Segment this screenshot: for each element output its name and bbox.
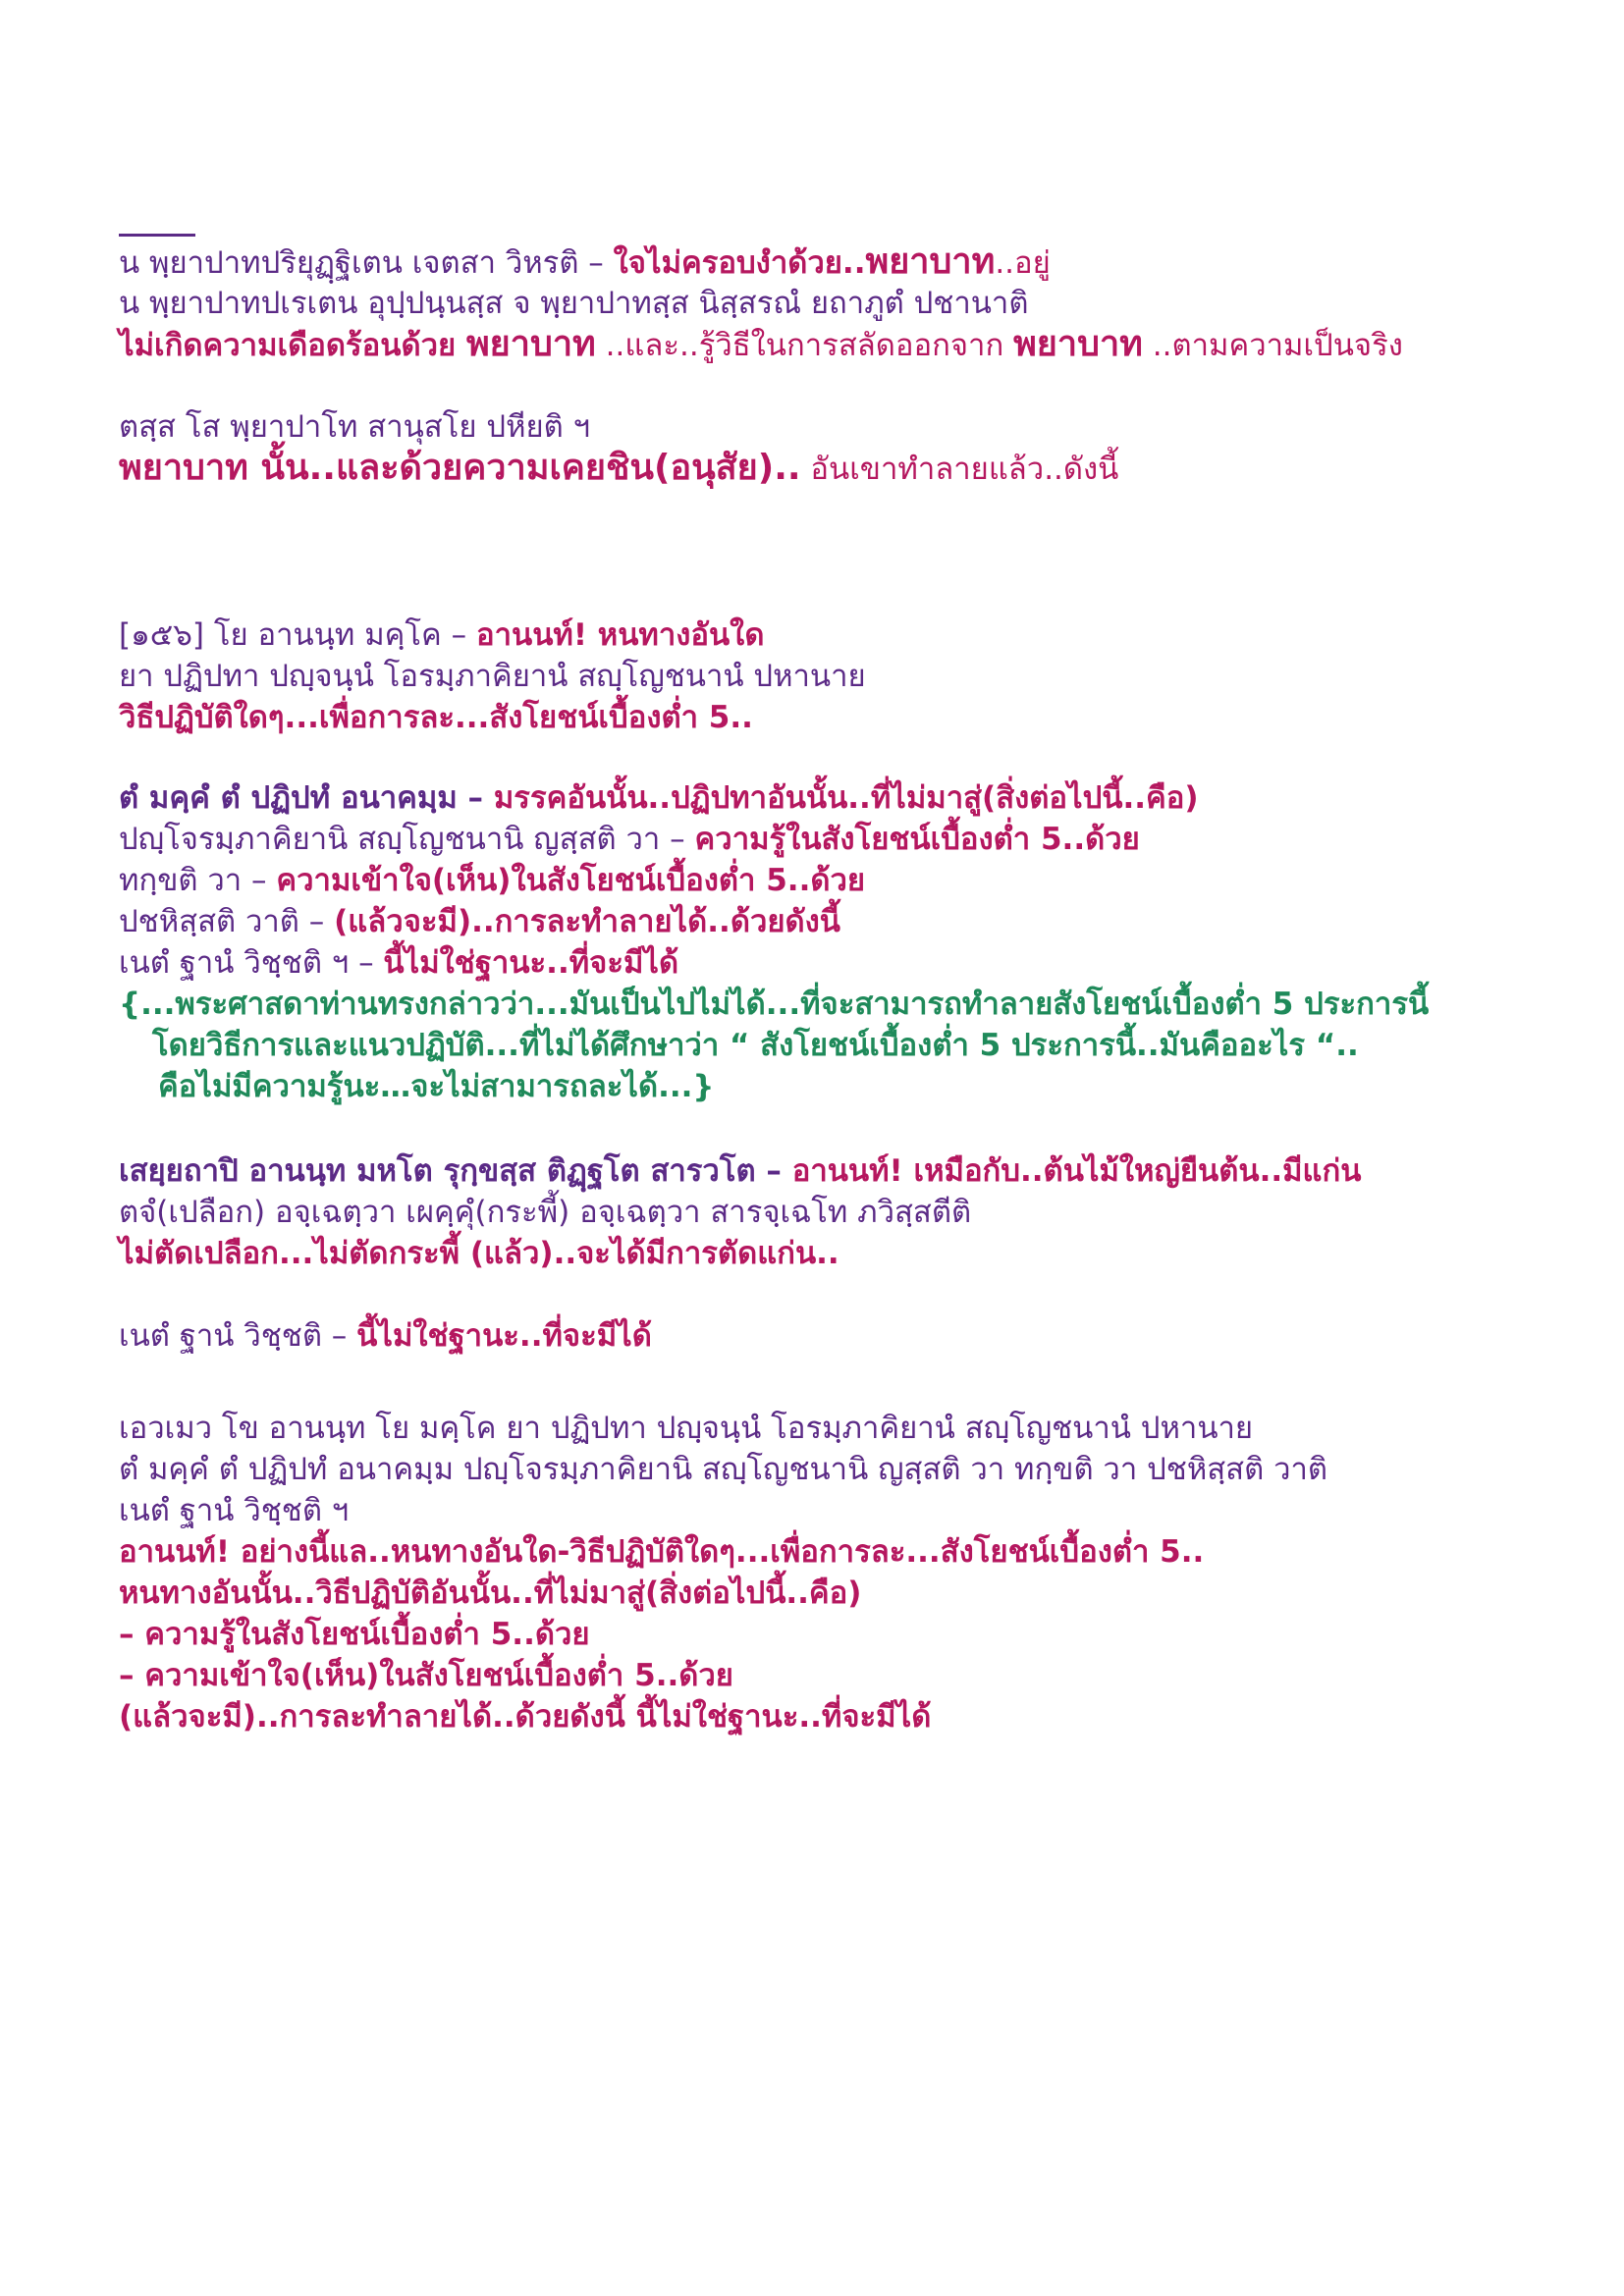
section-tree-simile bbox=[119, 1150, 1523, 1274]
pali-text: [๑๕๖] โย อานนฺท มคฺโค – bbox=[119, 617, 476, 653]
thai-translation: ความเข้าใจ(เห็น)ในสังโยชน์เบื้องต่ำ 5..ด้วย bbox=[276, 863, 866, 898]
pali-text: น พฺยาปาทปริยุฏฺฐิเตน เจตสา วิหรติ – bbox=[119, 245, 614, 281]
pali-text: เนตํ ฐานํ วิชฺชติ ฯ bbox=[119, 1493, 350, 1528]
thai-emphasis: พยาบาท bbox=[465, 324, 596, 364]
section-156-path bbox=[119, 614, 1523, 738]
text-line bbox=[119, 819, 1523, 860]
commentary-note: คือไม่มีความรู้นะ…จะไม่สามารถละได้...} bbox=[158, 1069, 715, 1104]
thai-translation: ไม่ตัดเปลือก...ไม่ตัดกระพี้ (แล้ว)..จะได้มีการตัดแก่น.. bbox=[119, 1236, 839, 1271]
text-line bbox=[119, 448, 1523, 489]
section-anusaya bbox=[119, 406, 1523, 489]
pali-text: เสยฺยถาปิ อานนฺท มหโต รุกฺขสฺส ติฏฺฐโต สารวโต – bbox=[119, 1153, 792, 1189]
text-line bbox=[119, 324, 1523, 365]
section-byapada-freedom bbox=[119, 241, 1523, 365]
pali-text: ปชหิสฺสติ วาติ – bbox=[119, 904, 335, 939]
thai-translation: ..และ..รู้วิธีในการสลัดออกจาก bbox=[595, 328, 1014, 363]
thai-translation: อันเขาทำลายแล้ว..ดังนี้ bbox=[800, 452, 1119, 487]
thai-translation: (แล้วจะมี)..การละทำลายได้..ด้วยดังนี้ bbox=[334, 904, 840, 939]
pali-text: น พฺยาปาทปเรเตน อุปฺปนฺนสฺส จ พฺยาปาทสฺส นิสฺสรณํ ยถาภูตํ ปชานาติ bbox=[119, 286, 1029, 321]
text-line bbox=[119, 942, 1523, 984]
text-line bbox=[119, 901, 1523, 942]
section-not-coming-to bbox=[119, 777, 1523, 1107]
thai-emphasis: พยาบาท นั้น..และด้วยความเคยชิน(อนุสัย).. bbox=[119, 448, 801, 488]
thai-translation: ..อยู่ bbox=[995, 245, 1051, 281]
section-not-possible bbox=[119, 1315, 1523, 1357]
section-conclusion bbox=[119, 1408, 1523, 1737]
commentary-note: โดยวิธีการและแนวปฏิบัติ...ที่ไม่ได้ศึกษาว่า “ สังโยชน์เบื้องต่ำ 5 ประการนี้..มันคืออะไร “.. bbox=[152, 1028, 1359, 1063]
thai-translation: อานนท์! เหมือกับ..ต้นไม้ใหญ่ยืนต้น..มีแก่น bbox=[791, 1153, 1362, 1189]
thai-translation: – ความเข้าใจ(เห็น)ในสังโยชน์เบื้องต่ำ 5..ด้วย bbox=[119, 1658, 733, 1693]
text-line bbox=[119, 860, 1523, 901]
thai-translation: นี้ไม่ใช่ฐานะ..ที่จะมีได้ bbox=[356, 1318, 652, 1354]
pali-text: ปญฺโจรมฺภาคิยานิ สญฺโญชนานิ ญสฺสติ วา – bbox=[119, 822, 695, 857]
pali-text: ตจํ(เปลือก) อจฺเฉตฺวา เผคฺคุํ(กระพี้) อจฺเฉตฺวา สารจฺเฉโท ภวิสฺสตีติ bbox=[119, 1195, 972, 1230]
thai-emphasis: พยาบาท bbox=[1013, 324, 1143, 364]
text-line bbox=[119, 1150, 1523, 1192]
thai-emphasis: พยาบาท bbox=[865, 241, 996, 282]
thai-translation: อานนท์! อย่างนี้แล..หนทางอันใด-วิธีปฏิบัติใดๆ...เพื่อการละ...สังโยชน์เบื้องต่ำ 5.. bbox=[119, 1534, 1205, 1570]
pali-text: ทกฺขติ วา – bbox=[119, 863, 277, 898]
pali-text: ตสฺส โส พฺยาปาโท สานุสโย ปหียติ ฯ bbox=[119, 409, 591, 445]
thai-translation: วิธีปฏิบัติใดๆ...เพื่อการละ...สังโยชน์เบื้องต่ำ 5.. bbox=[119, 700, 753, 735]
text-line bbox=[119, 1315, 1523, 1357]
thai-translation: ความรู้ในสังโยชน์เบื้องต่ำ 5..ด้วย bbox=[694, 822, 1140, 857]
text-line bbox=[119, 777, 1523, 819]
thai-translation: – ความรู้ในสังโยชน์เบื้องต่ำ 5..ด้วย bbox=[119, 1617, 590, 1652]
pali-text: เอวเมว โข อานนฺท โย มคฺโค ยา ปฏิปทา ปญฺจนฺนํ โอรมฺภาคิยานํ สญฺโญชนานํ ปหานาย bbox=[119, 1411, 1254, 1446]
footnote-rule bbox=[119, 234, 195, 237]
pali-text: เนตํ ฐานํ วิชฺชติ – bbox=[119, 1318, 357, 1354]
thai-translation: ใจไม่ครอบงำด้วย.. bbox=[613, 245, 866, 281]
thai-translation: มรรคอันนั้น..ปฏิปทาอันนั้น..ที่ไม่มาสู่(สิ่งต่อไปนี้..คือ) bbox=[493, 780, 1199, 816]
pali-text: ตํ มคฺคํ ตํ ปฏิปทํ อนาคมฺม – bbox=[119, 780, 494, 816]
thai-translation: หนทางอันนั้น..วิธีปฏิบัติอันนั้น..ที่ไม่มาสู่(สิ่งต่อไปนี้..คือ) bbox=[119, 1575, 862, 1611]
pali-text: เนตํ ฐานํ วิชฺชติ ฯ – bbox=[119, 945, 384, 981]
pali-text: ยา ปฏิปทา ปญฺจนฺนํ โอรมฺภาคิยานํ สญฺโญชนานํ ปหานาย bbox=[119, 659, 866, 694]
pali-text: ตํ มคฺคํ ตํ ปฏิปทํ อนาคมฺม ปญฺโจรมฺภาคิยานิ สญฺโญชนานิ ญสฺสติ วา ทกฺขติ วา ปชหิสฺสติ วาติ bbox=[119, 1452, 1328, 1487]
commentary-note: {...พระศาสดาท่านทรงกล่าวว่า...มันเป็นไปไม่ได้...ที่จะสามารถทำลายสังโยชน์เบื้องต่ำ 5 ประการนี้ bbox=[119, 987, 1430, 1022]
thai-translation: อานนท์! หนทางอันใด bbox=[476, 617, 765, 653]
text-line bbox=[119, 614, 1523, 656]
thai-translation: ไม่เกิดความเดือดร้อนด้วย bbox=[119, 328, 466, 363]
thai-translation: (แล้วจะมี)..การละทำลายได้..ด้วยดังนี้ นี้ไม่ใช่ฐานะ..ที่จะมีได้ bbox=[119, 1699, 932, 1735]
thai-translation: ..ตามความเป็นจริง bbox=[1142, 328, 1403, 363]
thai-translation: นี้ไม่ใช่ฐานะ..ที่จะมีได้ bbox=[383, 945, 679, 981]
text-line bbox=[119, 241, 1523, 283]
